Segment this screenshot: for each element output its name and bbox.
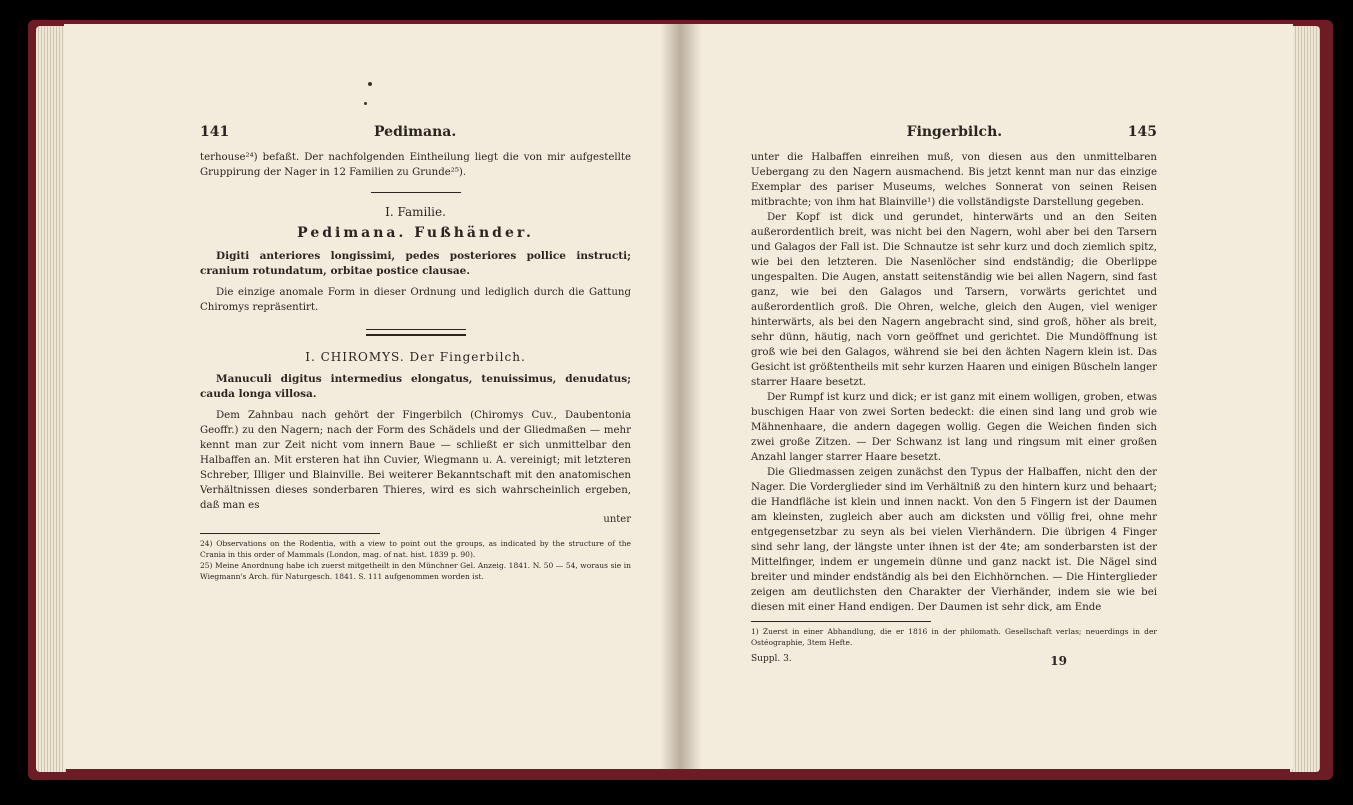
genus-heading: I. CHIROMYS. Der Fingerbilch. — [305, 350, 526, 364]
footnote-25: 25) Meine Anordnung habe ich zuerst mitgetheilt in den Münchner Gel. Anzeig. 1841. N. 50 — 54, woraus sie in Wiegmann's Arch. für Naturgesch. 1841. S. 111 aufgenommen worden ist. — [200, 561, 631, 581]
signature-line — [751, 654, 1157, 668]
left-page — [64, 24, 681, 769]
family-heading: I. Familie. — [385, 205, 446, 219]
right-running-head — [751, 124, 1157, 140]
order-heading: Pedimana. Fußhänder. — [297, 225, 534, 241]
footnote-rule-right — [751, 621, 931, 622]
left-catchword: unter — [603, 514, 631, 525]
left-page-number: 141 — [200, 124, 230, 140]
book-gutter — [660, 24, 702, 769]
signature-number: 19 — [1050, 654, 1067, 668]
ink-speck — [364, 102, 367, 105]
order-note: Die einzige anomale Form in dieser Ordnung und lediglich durch die Gattung Chiromys repräsentirt. — [200, 287, 631, 313]
page-edges-right — [1290, 26, 1320, 772]
footnote-24: 24) Observations on the Rodentia, with a view to point out the groups, as indicated by the structure of the Crania in this order of Mammals (London, mag. of nat. hist. 1839 p. 90). — [200, 539, 631, 559]
right-paragraph-2: Der Kopf ist dick und gerundet, hinterwärts und an den Seiten außerordentlich breit, was nicht bei den Nagern, wohl aber bei den Tarsern und Galagos der Fall ist. Die Schnautze ist sehr kurz und doch ziemlich spitz, wie bei den letzteren. Die Nasenlöcher sind endständig; die Oberlippe ungespalten. Die Augen, anstatt seitenständig wie bei allen Nagern, sind fast ganz, wie bei den Galagos und Tarsern, vorwärts gerichtet und außerordentlich groß. Die Ohren, welche, gleich den Augen, viel weniger hinterwärts, als bei den Nagern angebracht sind, sind groß, höher als breit, sehr dünn, häutig, nach vorn geöffnet und gerichtet. Die Mundöffnung ist groß wie bei den Galagos, während sie bei den ächten Nagern klein ist. Das Gesicht ist größtentheils mit sehr kurzen Haaren und einigen Büscheln langer starrer Haare besetzt. — [751, 212, 1157, 388]
left-body-text: Dem Zahnbau nach gehört der Fingerbilch (Chiromys Cuv., Daubentonia Geoffr.) zu den Nagern; nach der Form des Schädels und der Gliedmaßen — mehr kennt man zur Zeit nicht vom innern Baue — schließt er sich unmittelbar den Halbaffen an. Mit ersteren hat ihn Cuvier, Wiegmann u. A. vereinigt; mit letzteren Schreber, Illiger und Blainville. Bei weiterer Bekanntschaft mit den anatomischen Verhältnissen dieses sonderbaren Thieres, wird es sich wahrscheinlich ergeben, daß man es — [200, 410, 631, 511]
genus-diagnosis: Manuculi digitus intermedius elongatus, tenuissimus, denudatus; cauda longa villosa. — [200, 373, 631, 400]
order-diagnosis: Digiti anteriores longissimi, pedes posteriores pollice instructi; cranium rotundatum, orbitae postice clausae. — [200, 250, 631, 277]
page-edges-left — [36, 26, 66, 772]
divider — [371, 192, 461, 193]
right-page-number: 145 — [1127, 124, 1157, 140]
right-paragraph-3: Der Rumpf ist kurz und dick; er ist ganz mit einem wolligen, groben, etwas buschigen Haar von zwei Sorten bedeckt: die einen sind lang und grob wie Mähnenhaare, die andern dagegen wollig. Gegen die Weichen finden sich zwei große Zitzen. — Der Schwanz ist lang und ringsum mit einer großen Anzahl langer starrer Haare besetzt. — [751, 392, 1157, 463]
right-paragraph-4: Die Gliedmassen zeigen zunächst den Typus der Halbaffen, nicht den der Nager. Die Vorderglieder sind im Verhältniß zu den hintern kurz und behaart; die Handfläche ist klein und innen nackt. Von den 5 Fingern ist der Daumen am kleinsten, zugleich aber auch am dicksten und völlig frei, ohne mehr entgegensetzbar zu seyn als bei vielen Vierhändern. Die übrigen 4 Finger sind sehr lang, der längste unter ihnen ist der 4te; am sonderbarsten ist der Mittelfinger, indem er ungemein dünne und ganz nackt ist. Die Nägel sind breiter und minder endständig als bei den Eichhörnchen. — Die Hinterglieder zeigen am deutlichsten den Charakter der Vierhänder, indem sie wie bei diesen mit einer Hand endigen. Der Daumen ist sehr dick, am Ende — [751, 467, 1157, 613]
footnote-rule — [200, 533, 380, 534]
left-running-title: Pedimana. — [374, 124, 457, 140]
left-running-head — [200, 124, 631, 140]
signature-left: Suppl. 3. — [751, 654, 792, 664]
right-paragraph-1: unter die Halbaffen einreihen muß, von diesen aus den unmittelbaren Uebergang zu den Nagern ausmachend. Bis jetzt kennt man nur das einzige Exemplar des pariser Museums, welches Sonnerat von seinen Reisen mitbrachte; von ihm hat Blainville¹) die vollständigste Darstellung gegeben. — [751, 152, 1157, 208]
ink-speck — [368, 82, 372, 86]
right-running-title: Fingerbilch. — [906, 124, 1003, 140]
footnote-1: 1) Zuerst in einer Abhandlung, die er 1816 in der philomath. Gesellschaft verlas; neuerdings in der Ostéographie, 3tem Hefte. — [751, 627, 1157, 647]
left-intro-text: terhouse²⁴) befaßt. Der nachfolgenden Eintheilung liegt die von mir aufgestellte Gruppirung der Nager in 12 Familien zu Grunde²⁵). — [200, 152, 631, 178]
double-divider — [366, 329, 466, 336]
right-page — [681, 24, 1293, 769]
